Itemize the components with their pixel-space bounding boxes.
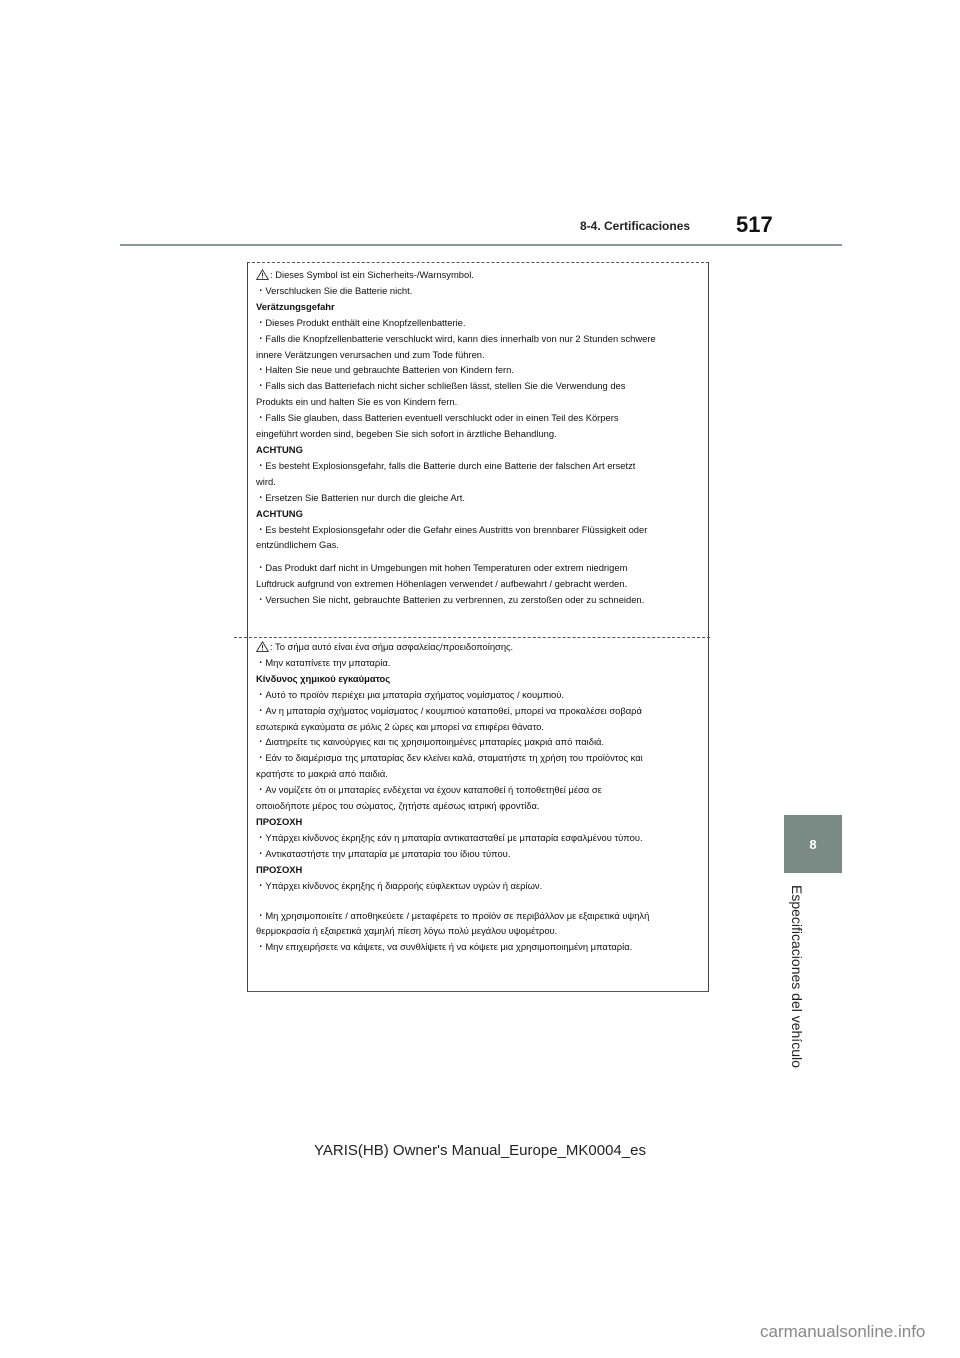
text-line: entzündlichem Gas. — [256, 539, 339, 551]
text-line: ・Versuchen Sie nicht, gebrauchte Batterien zu verbrennen, zu zerstoßen oder zu schneiden. — [256, 594, 645, 606]
symbol-text: : Dieses Symbol ist ein Sicherheits-/Warnsymbol. — [270, 269, 474, 280]
caution-heading: ACHTUNG — [256, 507, 303, 519]
caution-heading: ACHTUNG — [256, 443, 303, 455]
german-warning-block — [256, 267, 702, 608]
text-line: innere Verätzungen verursachen und zum Tode führen. — [256, 348, 485, 360]
greek-warning-block — [256, 639, 702, 955]
text-line: ・Διατηρείτε τις καινούργιες και τις χρησιμοποιημένες μπαταρίες μακριά από παιδιά. — [256, 736, 605, 748]
header-rule — [120, 244, 842, 246]
text-line: ・Εάν το διαμέρισμα της μπαταρίας δεν κλείνει καλά, σταματήστε τη χρήση του προϊόντος και — [256, 752, 643, 764]
chapter-side-label: Especificaciones del vehículo — [789, 885, 805, 1068]
manual-footer: YARIS(HB) Owner's Manual_Europe_MK0004_es — [314, 1142, 646, 1159]
text-line: ・Ersetzen Sie Batterien nur durch die gleiche Art. — [256, 491, 465, 503]
text-line: ・Falls sich das Batteriefach nicht sicher schließen lässt, stellen Sie die Verwendung des — [256, 380, 626, 392]
block-divider — [234, 637, 710, 638]
text-line: ・Αν νομίζετε ότι οι μπαταρίες ενδέχεται να έχουν καταποθεί ή τοποθετηθεί μέσα σε — [256, 784, 602, 796]
symbol-line — [256, 267, 702, 283]
section-title: 8-4. Certificaciones — [580, 219, 691, 233]
text-line: eingeführt worden sind, begeben Sie sich sofort in ärztliche Behandlung. — [256, 428, 557, 440]
text-line: Produkts ein und halten Sie es von Kindern fern. — [256, 396, 458, 408]
warning-triangle-icon — [256, 269, 269, 280]
text-line: ・Μην καταπίνετε την μπαταρία. — [256, 656, 391, 668]
text-line: ・Halten Sie neue und gebrauchte Batterien von Kindern fern. — [256, 364, 514, 376]
hazard-heading: Verätzungsgefahr — [256, 300, 335, 312]
warning-triangle-icon — [256, 641, 269, 652]
text-line: ・Μη χρησιμοποιείτε / αποθηκεύετε / μεταφέρετε το προϊόν σε περιβάλλον με εξαιρετικά υψηλή — [256, 909, 650, 921]
text-line: ・Υπάρχει κίνδυνος έκρηξης ή διαρροής εύφλεκτων υγρών ή αερίων. — [256, 879, 543, 891]
text-line: ・Μην επιχειρήσετε να κάψετε, να συνθλίψετε ή να κόψετε μια χρησιμοποιημένη μπαταρία. — [256, 941, 633, 953]
text-line: κρατήστε το μακριά από παιδιά. — [256, 768, 388, 780]
text-line: ・Αν η μπαταρία σχήματος νομίσματος / κουμπιού καταποθεί, μπορεί να προκαλέσει σοβαρά — [256, 704, 642, 716]
text-line: ・Das Produkt darf nicht in Umgebungen mit hohen Temperaturen oder extrem niedrigem — [256, 562, 628, 574]
certification-scan — [247, 262, 709, 992]
symbol-text: : Το σήμα αυτό είναι ένα σήμα ασφαλείας/προειδοποίησης. — [270, 641, 514, 652]
page-number: 517 — [736, 212, 773, 237]
text-line: ・Αυτό το προϊόν περιέχει μια μπαταρία σχήματος νομίσματος / κουμπιού. — [256, 688, 564, 700]
text-line: ・Falls Sie glauben, dass Batterien eventuell verschluckt oder in einen Teil des Körpers — [256, 412, 619, 424]
text-line: ・Αντικαταστήστε την μπαταρία με μπαταρία του ίδιου τύπου. — [256, 847, 511, 859]
text-line: ・Es besteht Explosionsgefahr oder die Gefahr eines Austritts von brennbarer Flüssigkeit oder — [256, 523, 648, 535]
chapter-number: 8 — [809, 836, 817, 852]
text-line: Luftdruck aufgrund von extremen Höhenlagen verwendet / aufbewahrt / gebracht werden. — [256, 578, 628, 590]
caution-heading: ΠΡΟΣΟΧΗ — [256, 863, 303, 875]
chapter-tab[interactable] — [784, 815, 842, 873]
text-line: θερμοκρασία ή εξαιρετικά χαμηλή πίεση λόγω πολύ μεγάλου υψομέτρου. — [256, 925, 558, 937]
text-line: ・Υπάρχει κίνδυνος έκρηξης εάν η μπαταρία αντικατασταθεί με μπαταρία εσφαλμένου τύπου. — [256, 831, 643, 843]
text-line: εσωτερικά εγκαύματα σε μόλις 2 ώρες και μπορεί να επιφέρει θάνατο. — [256, 720, 544, 732]
text-line: ・Falls die Knopfzellenbatterie verschluckt wird, kann dies innerhalb von nur 2 Stunden schwere — [256, 332, 656, 344]
text-line: ・Es besteht Explosionsgefahr, falls die Batterie durch eine Batterie der falschen Art ersetzt — [256, 459, 636, 471]
text-line: ・Dieses Produkt enthält eine Knopfzellenbatterie. — [256, 316, 466, 328]
caution-heading: ΠΡΟΣΟΧΗ — [256, 815, 303, 827]
symbol-line — [256, 639, 702, 655]
text-line: wird. — [256, 475, 276, 487]
text-line: ・Verschlucken Sie die Batterie nicht. — [256, 284, 413, 296]
watermark: carmanualsonline.info — [760, 1322, 926, 1341]
text-line: οποιοδήποτε μέρος του σώματος, ζητήστε αμέσως ιατρική φροντίδα. — [256, 800, 540, 812]
hazard-heading: Κίνδυνος χημικού εγκαύματος — [256, 672, 391, 684]
